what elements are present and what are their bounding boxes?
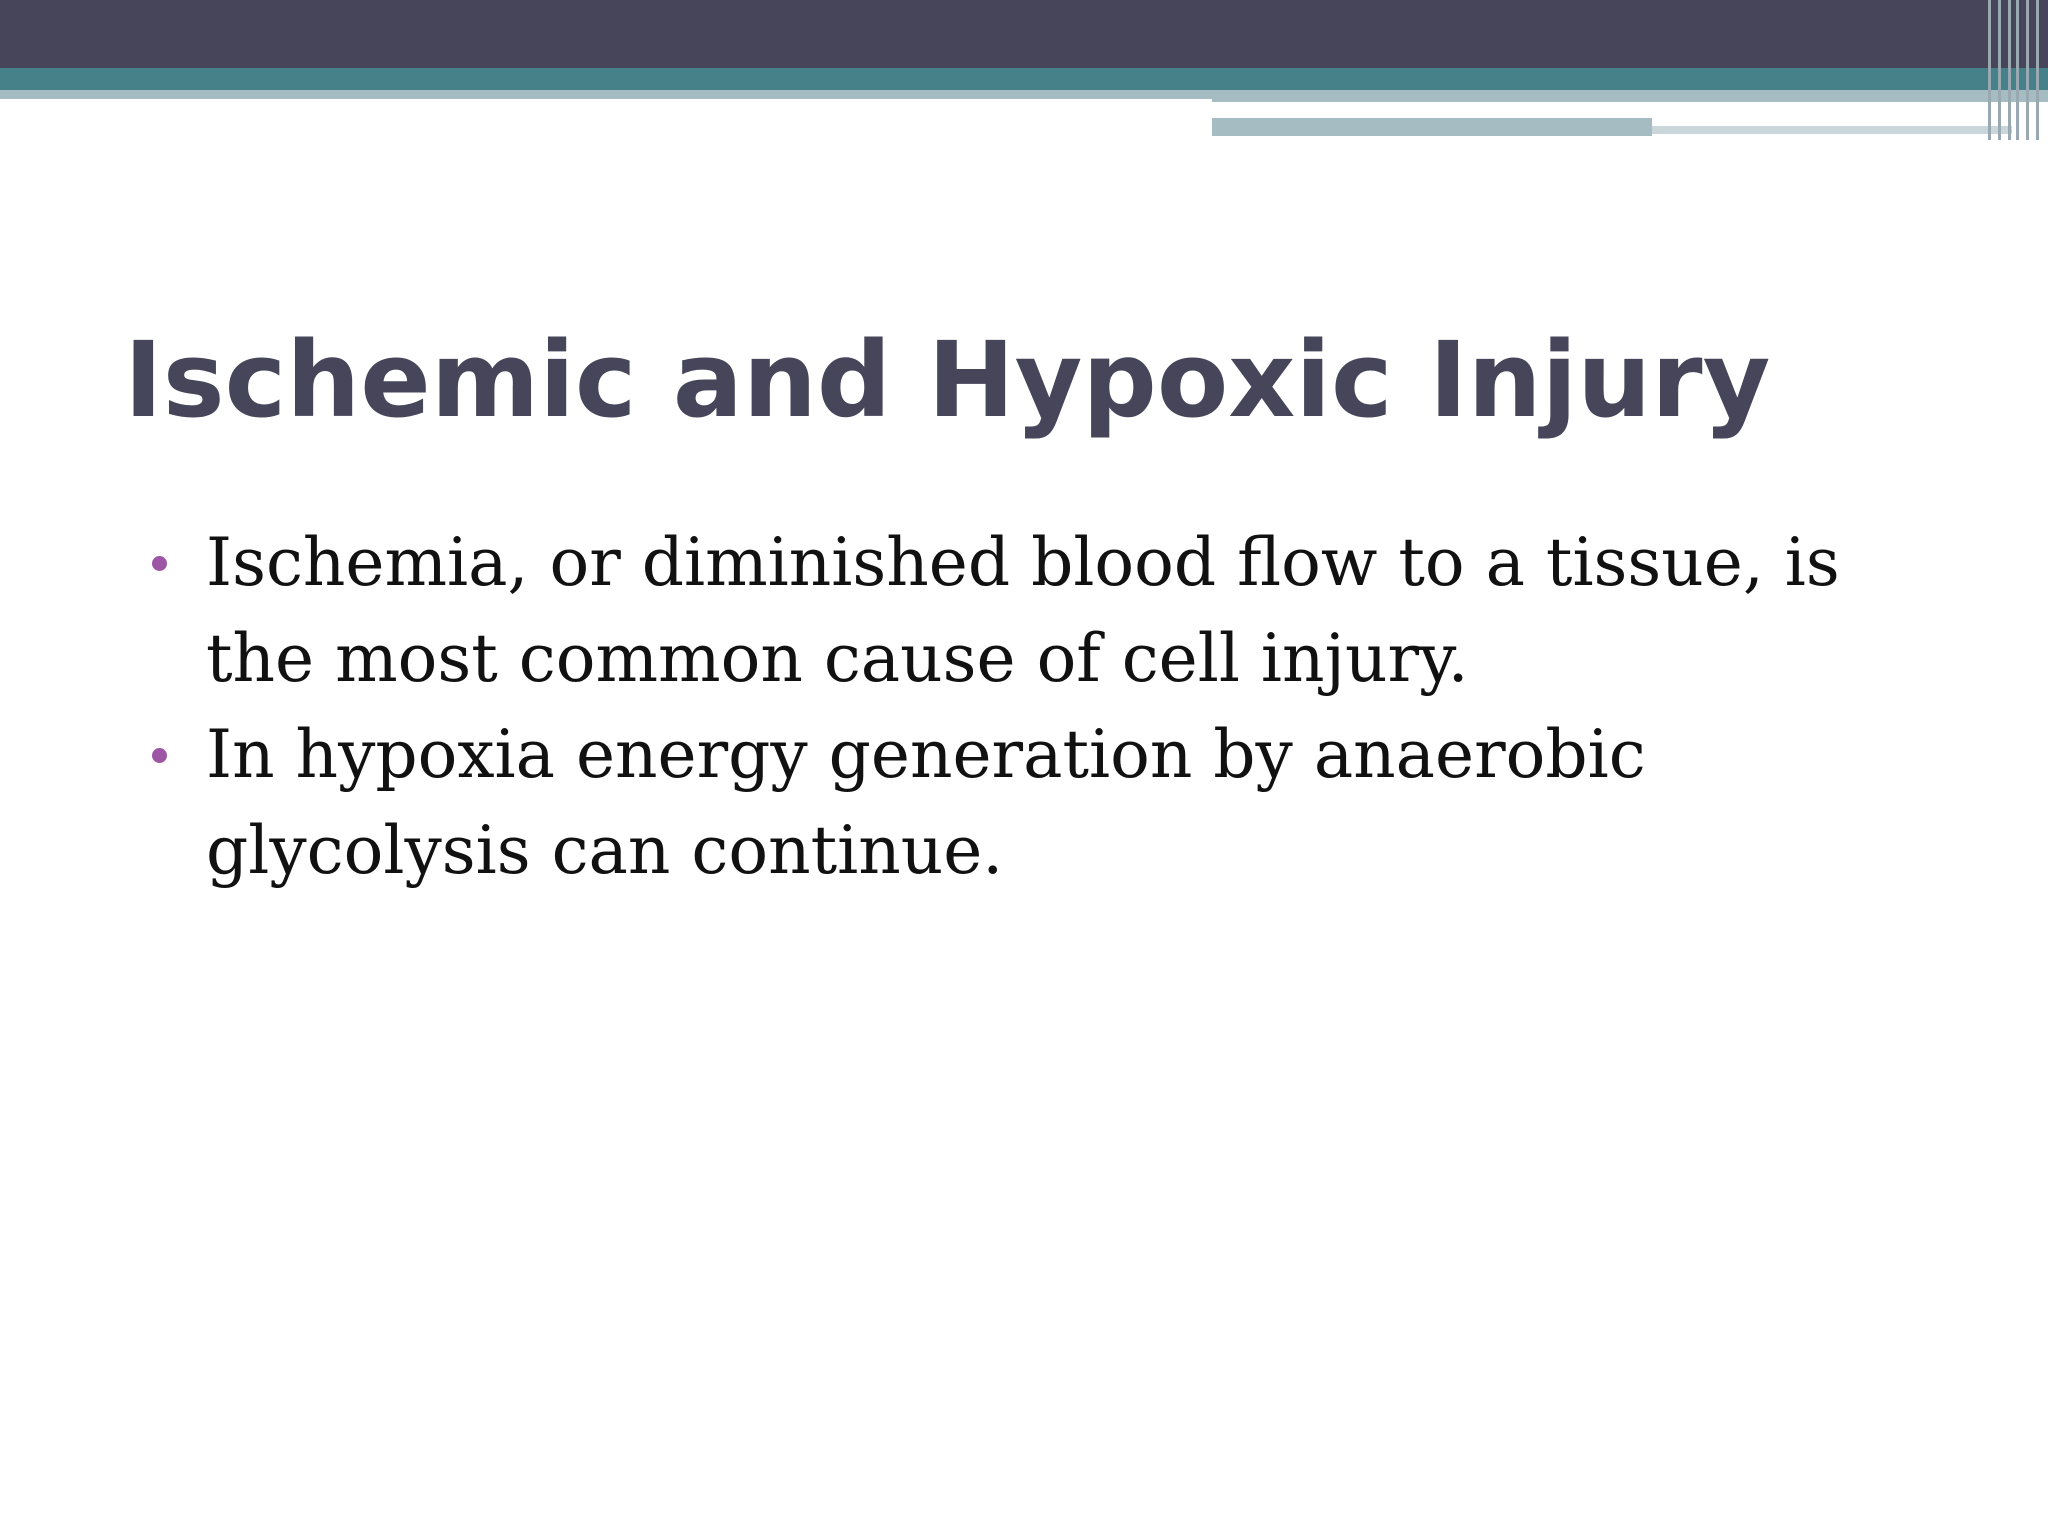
header-vertical-strip [1988, 0, 1991, 140]
bullet-dot-icon [152, 748, 167, 763]
header-band-right-gap [1212, 102, 1898, 112]
bullet-item [140, 515, 1940, 707]
slide-title: Ischemic and Hypoxic Injury [124, 319, 1771, 441]
header-band-teal [0, 68, 2048, 90]
header-band-right-lower [1212, 118, 1652, 136]
header-band-right-tail [1652, 126, 2012, 134]
header-band-light [0, 90, 1212, 99]
bullet-list [140, 515, 1940, 899]
header-vertical-strip [2036, 0, 2039, 140]
bullet-text: In hypoxia energy generation by anaerobic glycolysis can continue. [206, 716, 1646, 889]
bullet-item [140, 707, 1940, 899]
header-vertical-strip [2016, 0, 2019, 140]
header-band-right-upper [1212, 90, 2048, 102]
header-vertical-strip [1998, 0, 2001, 140]
header-vertical-strip [2026, 0, 2029, 140]
header-vertical-strip [2008, 0, 2011, 140]
header-band-dark [0, 0, 2048, 68]
bullet-text: Ischemia, or diminished blood flow to a tissue, is the most common cause of cell injury. [206, 524, 1840, 697]
bullet-dot-icon [152, 556, 167, 571]
